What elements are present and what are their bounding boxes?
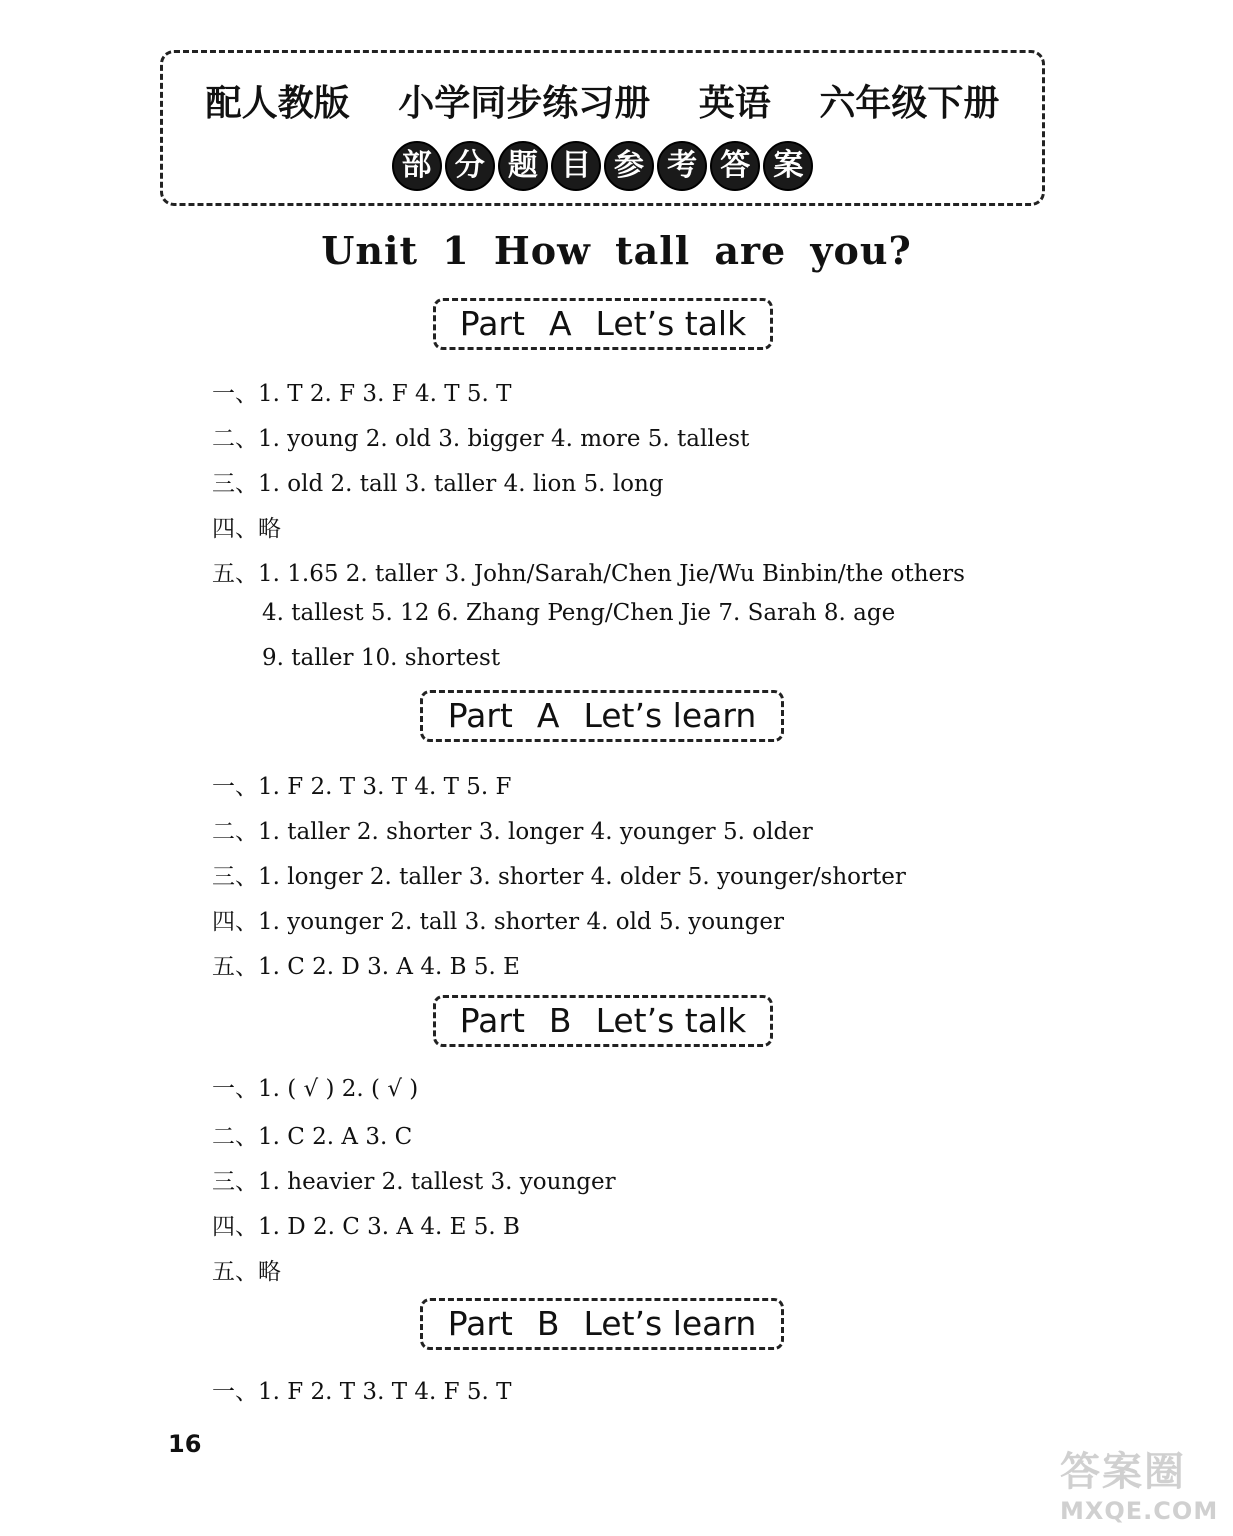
- part-name: Let’s learn: [583, 696, 757, 735]
- banner-char: 案: [763, 141, 813, 191]
- book-name: 小学同步练习册: [398, 83, 651, 124]
- answer-line: 一、1. F 2. T 3. T 4. T 5. F: [212, 774, 512, 800]
- part-label: Part: [459, 1001, 525, 1040]
- answer-line: 五、1. C 2. D 3. A 4. B 5. E: [212, 954, 520, 980]
- banner-char: 答: [710, 141, 760, 191]
- answers-banner: [163, 141, 1042, 191]
- section-heading-part-b-learn: [420, 1298, 784, 1350]
- part-name: Let’s talk: [595, 1001, 747, 1040]
- watermark-url: MXQE.COM: [1060, 1497, 1219, 1525]
- part-letter: B: [536, 1304, 560, 1343]
- answer-line: 二、1. young 2. old 3. bigger 4. more 5. tallest: [212, 426, 750, 452]
- part-label: Part: [447, 696, 513, 735]
- banner-char: 部: [392, 141, 442, 191]
- part-label: Part: [447, 1304, 513, 1343]
- answer-line: 三、1. longer 2. taller 3. shorter 4. older 5. younger/shorter: [212, 864, 906, 890]
- watermark-text: 答案圈: [1060, 1449, 1186, 1495]
- edition-label: 配人教版: [205, 83, 350, 124]
- answer-line: 二、1. C 2. A 3. C: [212, 1124, 413, 1150]
- banner-char: 目: [551, 141, 601, 191]
- part-letter: B: [548, 1001, 572, 1040]
- section-heading-part-b-talk: [433, 995, 773, 1047]
- banner-char: 分: [445, 141, 495, 191]
- part-letter: A: [548, 304, 572, 343]
- answer-line: 三、1. heavier 2. tallest 3. younger: [212, 1169, 616, 1195]
- banner-char: 考: [657, 141, 707, 191]
- answer-line: 四、略: [212, 516, 281, 542]
- subject-label: 英语: [698, 83, 771, 124]
- answer-line: 一、1. F 2. T 3. T 4. F 5. T: [212, 1379, 512, 1405]
- answer-line: 五、略: [212, 1259, 281, 1285]
- header-box: [160, 50, 1045, 206]
- part-letter: A: [536, 696, 560, 735]
- answer-line: 四、1. younger 2. tall 3. shorter 4. old 5. younger: [212, 909, 785, 935]
- page-number: 16: [168, 1430, 202, 1458]
- banner-char: 参: [604, 141, 654, 191]
- section-heading-part-a-learn: [420, 690, 784, 742]
- part-label: Part: [459, 304, 525, 343]
- answer-line: 二、1. taller 2. shorter 3. longer 4. younger 5. older: [212, 819, 813, 845]
- part-name: Let’s talk: [595, 304, 747, 343]
- answer-line: 一、1. ( √ ) 2. ( √ ): [212, 1076, 419, 1102]
- book-title: [163, 75, 1042, 126]
- section-heading-part-a-talk: [433, 298, 773, 350]
- part-name: Let’s learn: [583, 1304, 757, 1343]
- unit-title: Unit 1 How tall are you?: [321, 228, 912, 273]
- watermark-logo: [1060, 1440, 1220, 1530]
- grade-label: 六年级下册: [819, 83, 1000, 124]
- banner-char: 题: [498, 141, 548, 191]
- answer-line: 4. tallest 5. 12 6. Zhang Peng/Chen Jie 7. Sarah 8. age: [262, 600, 896, 626]
- answer-line: 三、1. old 2. tall 3. taller 4. lion 5. long: [212, 471, 664, 497]
- answer-line: 五、1. 1.65 2. taller 3. John/Sarah/Chen Jie/Wu Binbin/the others: [212, 561, 965, 587]
- answer-line: 一、1. T 2. F 3. F 4. T 5. T: [212, 381, 512, 407]
- answer-line: 9. taller 10. shortest: [262, 645, 501, 671]
- answer-line: 四、1. D 2. C 3. A 4. E 5. B: [212, 1214, 520, 1240]
